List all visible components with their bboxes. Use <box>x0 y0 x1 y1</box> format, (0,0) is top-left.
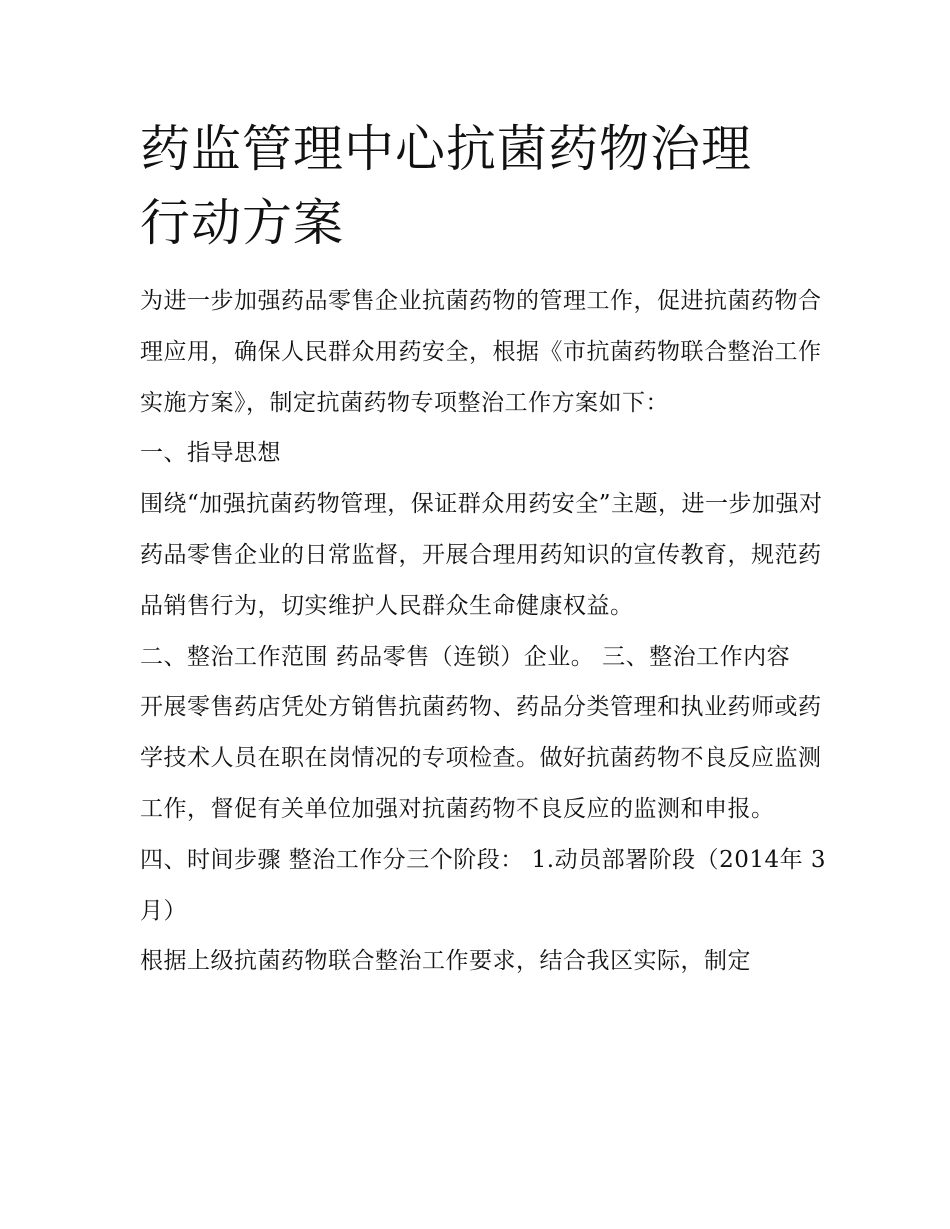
work-content-paragraph: 开展零售药店凭处方销售抗菌药物、药品分类管理和执业药师或药学技术人员在职在岗情况的专项检查。做好抗菌药物不良反应监测工作，督促有关单位加强对抗菌药物不良反应的监测和申报。 <box>140 694 822 822</box>
intro-paragraph: 为进一步加强药品零售企业抗菌药物的管理工作，促进抗菌药物合理应用，确保人民群众用药安全，根据《市抗菌药物联合整治工作实施方案》，制定抗菌药物专项整治工作方案如下： <box>140 288 822 416</box>
section-heading-scope-and-content: 二、整治工作范围 药品零售（连锁）企业。 三、整治工作内容 <box>140 643 791 670</box>
guiding-thought-paragraph: 围绕“加强抗菌药物管理，保证群众用药安全”主题，进一步加强对药品零售企业的日常监督，开展合理用药知识的宣传教育，规范药品销售行为，切实维护人民群众生命健康权益。 <box>140 491 823 619</box>
timeline-paragraph: 根据上级抗菌药物联合整治工作要求，结合我区实际，制定 <box>140 948 751 975</box>
section-heading-timeline: 四、时间步骤 整治工作分三个阶段： 1.动员部署阶段（2014年 3 月） <box>140 846 827 924</box>
document-title: 药监管理中心抗菌药物治理行动方案 <box>140 120 752 252</box>
section-heading-guiding-thought: 一、指导思想 <box>140 440 281 467</box>
document-body <box>140 112 830 987</box>
